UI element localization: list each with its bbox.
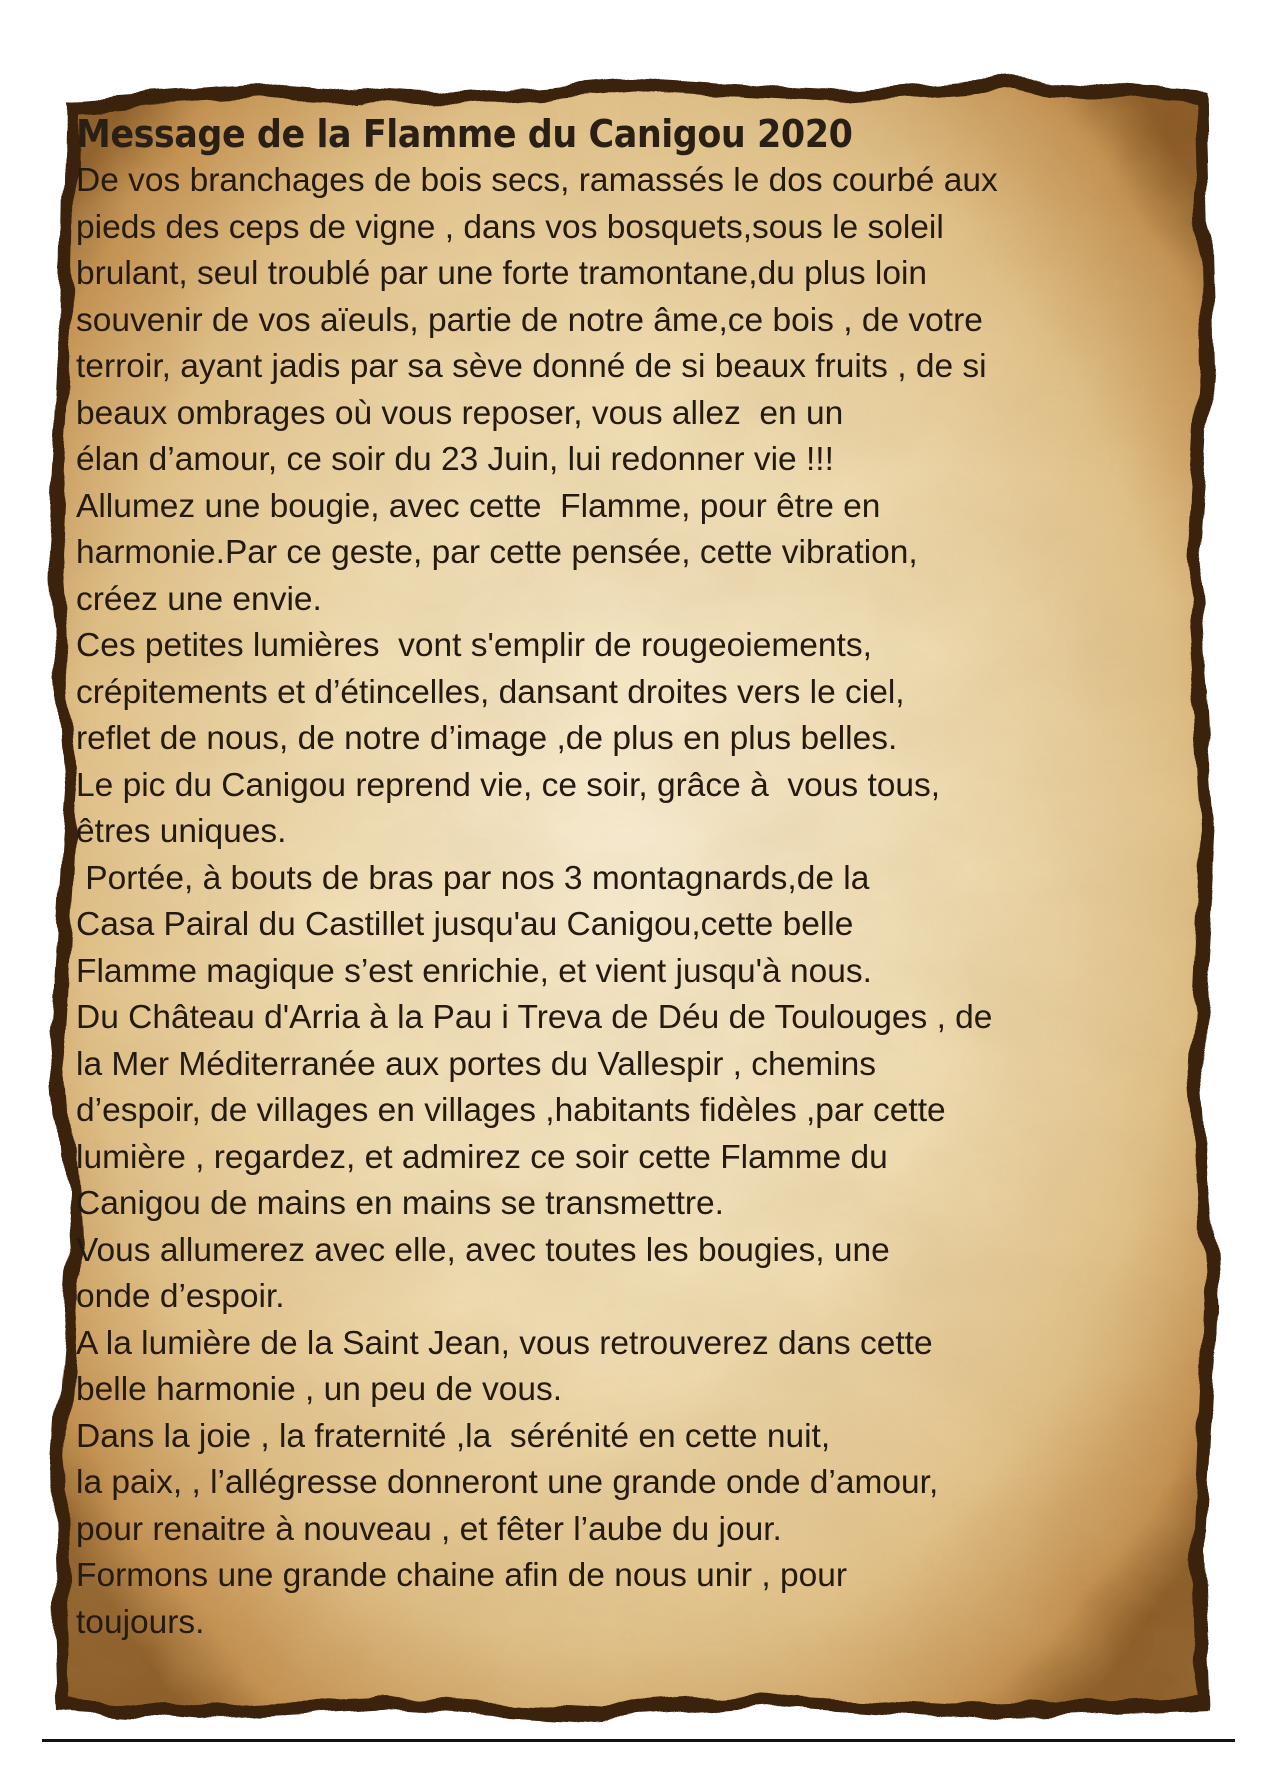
message-line: crépitements et d’étincelles, dansant droites vers le ciel,: [76, 673, 905, 711]
message-line: souvenir de vos aïeuls, partie de notre âme,ce bois , de votre: [76, 301, 983, 339]
message-line: beaux ombrages où vous reposer, vous allez en un: [76, 394, 844, 432]
message-line: la Mer Méditerranée aux portes du Vallespir , chemins: [76, 1045, 877, 1083]
message-line: pieds des ceps de vigne , dans vos bosquets,sous le soleil: [76, 208, 944, 246]
message-line: Du Château d'Arria à la Pau i Treva de Déu de Toulouges , de: [76, 999, 993, 1036]
message-title: Message de la Flamme du Canigou 2020: [76, 112, 853, 156]
message-line: Casa Pairal du Castillet jusqu'au Canigou,cette belle: [76, 906, 854, 943]
footer-rule: [42, 1739, 1235, 1742]
message-line: belle harmonie , un peu de vous.: [76, 1371, 563, 1408]
message-body: [76, 158, 1176, 1646]
message-line: élan d’amour, ce soir du 23 Juin, lui redonner vie !!!: [76, 441, 834, 478]
parchment-scroll: [38, 70, 1228, 1730]
message-text-block: [76, 110, 1176, 1646]
message-line: Le pic du Canigou reprend vie, ce soir, grâce à vous tous,: [76, 766, 941, 804]
message-line: Vous allumerez avec elle, avec toutes les bougies, une: [76, 1231, 890, 1269]
message-line: êtres uniques.: [76, 813, 287, 850]
message-line: A la lumière de la Saint Jean, vous retrouverez dans cette: [76, 1324, 933, 1362]
message-line: onde d’espoir.: [76, 1278, 285, 1315]
message-line: pour renaitre à nouveau , et fêter l’aube du jour.: [76, 1510, 782, 1548]
message-line: reflet de nous, de notre d’image ,de plus en plus belles.: [76, 720, 898, 757]
message-line: De vos branchages de bois secs, ramassés le dos courbé aux: [76, 162, 998, 199]
message-line: Ces petites lumières vont s'emplir de rougeoiements,: [76, 627, 872, 664]
message-line: Dans la joie , la fraternité ,la sérénité en cette nuit,: [76, 1417, 831, 1455]
message-line: d’espoir, de villages en villages ,habitants fidèles ,par cette: [76, 1092, 946, 1129]
message-line: brulant, seul troublé par une forte tramontane,du plus loin: [76, 255, 928, 292]
message-line: Portée, à bouts de bras par nos 3 montagnards,de la: [76, 859, 870, 897]
message-line: Formons une grande chaine afin de nous unir , pour: [76, 1557, 847, 1594]
message-line: terroir, ayant jadis par sa sève donné de si beaux fruits , de si: [76, 348, 987, 385]
message-line: la paix, , l’allégresse donneront une grande onde d’amour,: [76, 1464, 939, 1501]
message-line: créez une envie.: [76, 580, 322, 618]
message-line: Canigou de mains en mains se transmettre.: [76, 1185, 724, 1222]
message-line: lumière , regardez, et admirez ce soir cette Flamme du: [76, 1138, 888, 1176]
message-line: Flamme magique s’est enrichie, et vient jusqu'à nous.: [76, 952, 872, 990]
message-line: harmonie.Par ce geste, par cette pensée, cette vibration,: [76, 534, 918, 571]
message-line: toujours.: [76, 1603, 205, 1641]
message-line: Allumez une bougie, avec cette Flamme, pour être en: [76, 487, 881, 525]
